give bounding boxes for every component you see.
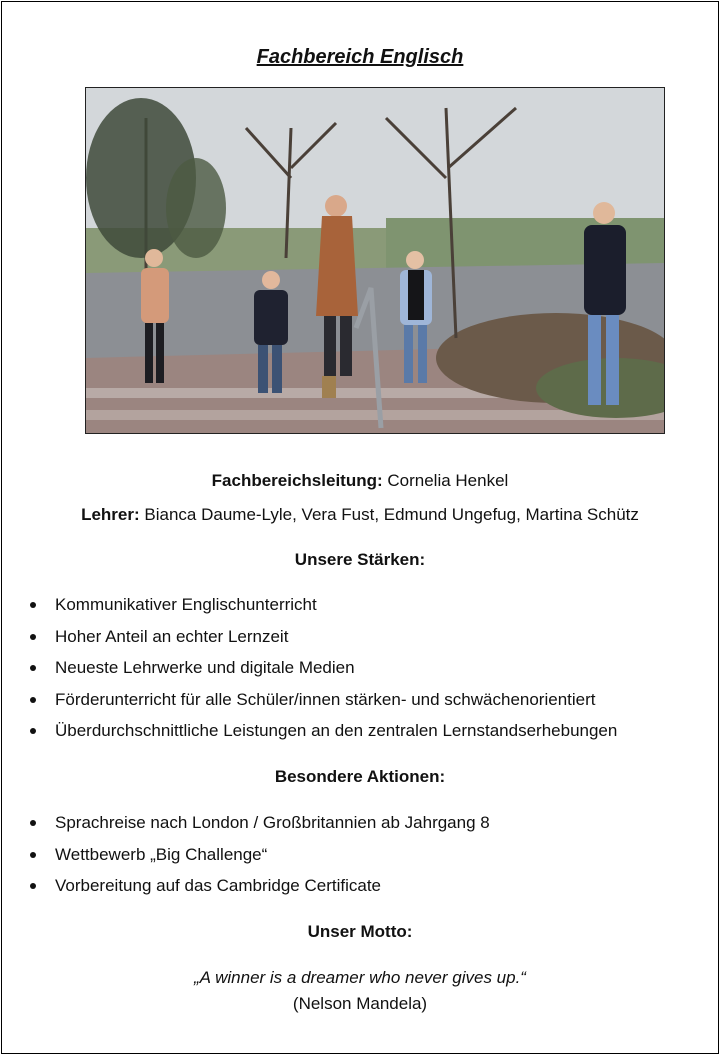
strengths-list	[2, 593, 617, 751]
team-photo-icon	[86, 88, 664, 433]
leadership-label: Fachbereichsleitung:	[211, 471, 383, 490]
leadership-value: Cornelia Henkel	[387, 471, 509, 490]
motto-heading: Unser Motto:	[307, 922, 413, 941]
teachers-label: Lehrer:	[81, 505, 140, 524]
list-item: Wettbewerb „Big Challenge“	[2, 843, 490, 875]
list-item: Förderunterricht für alle Schüler/innen stärken- und schwächenorientiert	[2, 688, 617, 720]
list-item: Überdurchschnittliche Leistungen an den zentralen Lernstandserhebungen	[2, 719, 617, 751]
strengths-heading: Unsere Stärken:	[294, 550, 426, 569]
team-photo	[85, 87, 665, 434]
list-item: Sprachreise nach London / Großbritannien ab Jahrgang 8	[2, 811, 490, 843]
page-title: Fachbereich Englisch	[256, 46, 464, 68]
leadership-line	[2, 471, 718, 491]
actions-list	[2, 811, 490, 906]
motto-quote: „A winner is a dreamer who never gives up.“	[194, 968, 526, 987]
list-item: Vorbereitung auf das Cambridge Certificate	[2, 874, 490, 906]
teachers-value: Bianca Daume-Lyle, Vera Fust, Edmund Ungefug, Martina Schütz	[144, 505, 639, 524]
list-item: Hoher Anteil an echter Lernzeit	[2, 625, 617, 657]
actions-heading: Besondere Aktionen:	[274, 767, 446, 786]
teachers-line	[2, 505, 718, 525]
list-item: Kommunikativer Englischunterricht	[2, 593, 617, 625]
document-page	[1, 1, 719, 1054]
motto-author: (Nelson Mandela)	[292, 994, 428, 1013]
list-item: Neueste Lehrwerke und digitale Medien	[2, 656, 617, 688]
